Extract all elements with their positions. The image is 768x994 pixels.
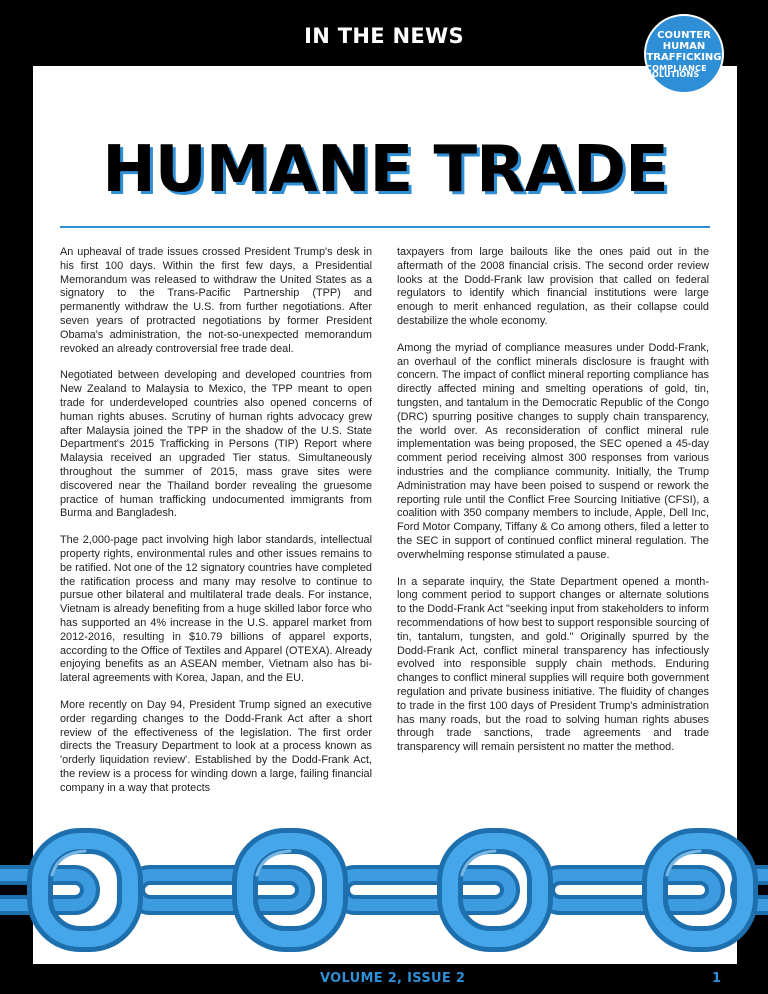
paragraph: Negotiated between developing and developed countries from New Zealand to Malaysia to Mexico, the TPP meant to open trade for underdeveloped countries also opened concerns of human rights abuses. Scrutiny of human rights advocacy grew after Malaysia joined the TPP in the shadow of the U.S. State Department's 2015 Trafficking in Persons (TIP) Report where Malaysia received an upgraded Tier status. Simultaneously throughout the summer of 2015, mass grave sites were discovered near the Thailand border revealing the gruesome practice of human trafficking undocumented immigrants from Burma and Bangladesh. [60,369,372,520]
counter-human-trafficking-logo [644,14,724,94]
logo-line-1: COUNTER [657,30,711,41]
paragraph: More recently on Day 94, President Trump signed an executive order regarding changes to the Dodd-Frank Act after a short review of the effectiveness of the legislation. The first order directs the Treasury Department to look at a process known as 'orderly liquidation review'. Established by the Dodd-Frank Act, the review is a process for winding down a large, failing financial company in a way that protects [60,698,372,794]
article-title: HUMANE TRADE [102,133,668,207]
paragraph: Among the myriad of compliance measures under Dodd-Frank, an overhaul of the conflict minerals disclosure is fraught with concern. The impact of conflict mineral reporting compliance has directly affected mining and smelting operations of gold, tin, tungsten, and tantalum in the Democratic Republic of the Congo (DRC) spurring positive changes to supply chain transparency, the world over. As reconsideration of conflict mineral rule implementation was being proposed, the SEC opened a 45-day comment period receiving almost 300 responses from various industries and the compliance community. Initially, the Trump Administration may have been poised to suspend or rework the reporting rule until the Conflict Free Sourcing Initiative (CFSI), a coalition with 350 company members to include, Apple, Dell Inc, Ford Motor Company, Tiffany & Co among others, filed a letter to the SEC in support of continued conflict mineral regulation. The overwhelming response stimulated a pause. [397,341,709,561]
paragraph: An upheaval of trade issues crossed President Trump's desk in his first 100 days. Within the first few days, a Presidential Memorandum was released to withdraw the United States as a signatory to the Trans-Pacific Partnership (TPP) and permanently withdraw the U.S. from further negotiations. After seven years of protracted negotiations by former President Obama's administration, the not-so-unexpected memorandum revoked an already controversial free trade deal. [60,246,372,355]
issue-label: VOLUME 2, ISSUE 2 [320,971,466,986]
paragraph: In a separate inquiry, the State Department opened a month-long comment period to support changes or alternate solutions to the Dodd-Frank Act "seeking input from stakeholders to inform recommendations of how best to support responsible sourcing of tin, tantalum, tungsten, and gold." Originally spurred by the Dodd-Frank Act, conflict mineral transparency has infectiously evolved into responsible supply chain methods. Enduring changes to conflict mineral supplies will require both government regulation and private business initiative. The fluidity of changes to trade in the first 100 days of President Trump's administration has many roads, but the road to solving human rights abuses through trade sanctions, trade agreements and trade transparency will remain persistent no matter the method. [397,575,709,754]
chain-icon [0,825,768,955]
logo-line-3: TRAFFICKING [646,52,722,63]
page-number: 1 [712,971,722,986]
logo-line-4: COMPLIANCE SOLUTIONS [646,64,707,79]
right-column [397,246,709,768]
logo-line-2: HUMAN [662,41,706,52]
section-kicker: IN THE NEWS [304,24,464,48]
title-divider [60,226,710,228]
paragraph: The 2,000-page pact involving high labor standards, intellectual property rights, environmental rules and other issues remains to be ratified. Not one of the 12 signatory countries have completed the ratification process and many may resolve to continue to pursue other bilateral and multilateral trade deals. For instance, Vietnam is already benefiting from a huge skilled labor force who has supported an 4% increase in the U.S. apparel market from 2012-2016, resulting in $10.79 billions of apparel exports, according to the Office of Textiles and Apparel (OTEXA). Already enjoying benefits as an ASEAN member, Vietnam also has bi-lateral agreements with Korea, Japan, and the EU. [60,534,372,685]
paragraph: taxpayers from large bailouts like the ones paid out in the aftermath of the 2008 financial crisis. The second order review looks at the Dodd-Frank law provision that called on federal regulators to identify which financial institutions were large enough to merit enhanced regulation, as their collapse could destabilize the whole economy. [397,246,709,327]
left-column [60,246,372,808]
footer-bar [0,964,768,994]
